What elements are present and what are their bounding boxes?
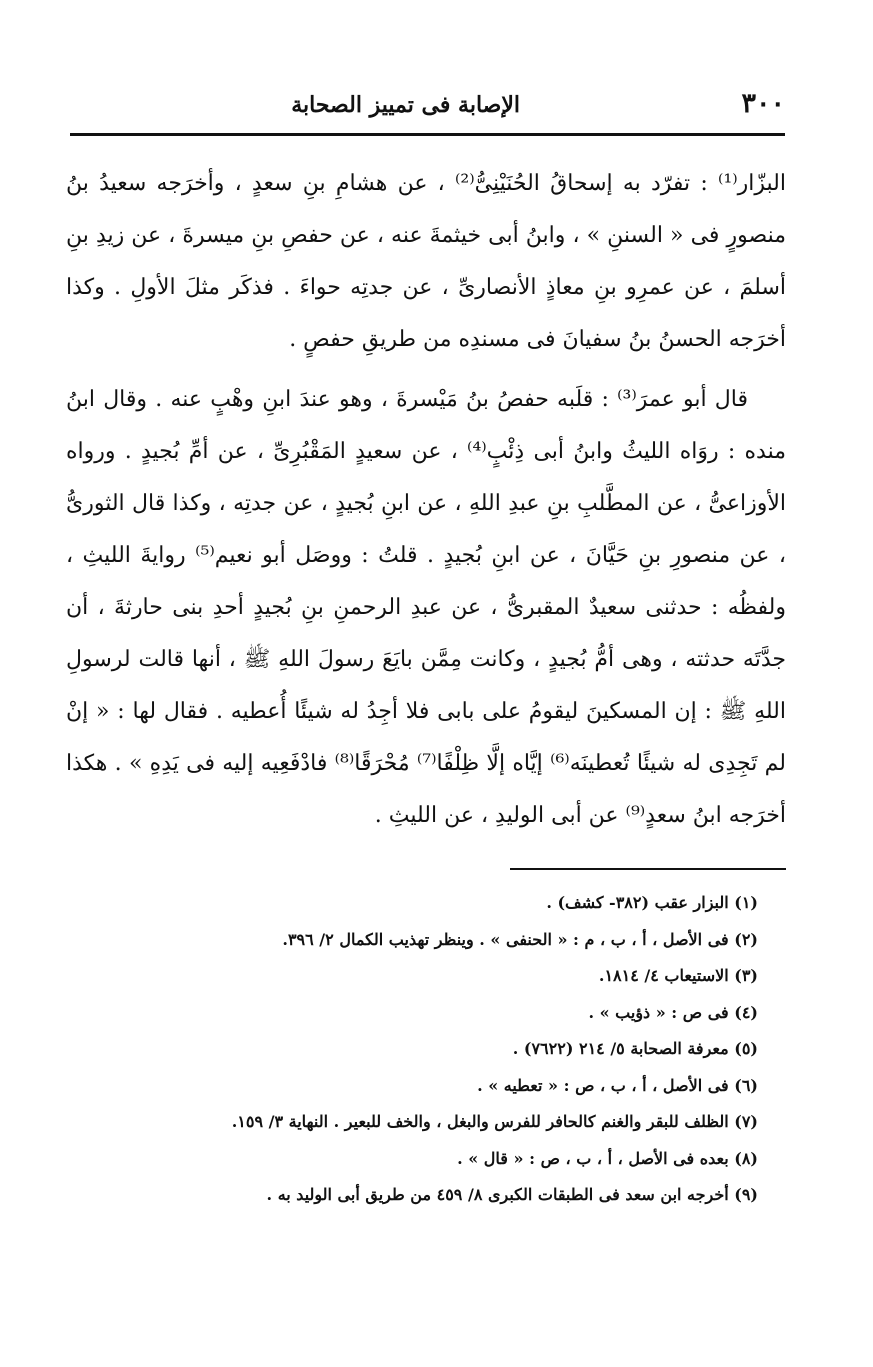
footnote-7: (٧) الظلف للبقر والغنم كالحافر للفرس والبغل ، والخف للبعير . النهاية ٣/ ١٥٩. (231, 1112, 758, 1131)
header-divider (70, 133, 785, 136)
footnotes-list (66, 885, 758, 1214)
footnote-4: (٤) فى ص : « ذؤيب » . (588, 1002, 758, 1022)
footnote-9: (٩) أخرجه ابن سعد فى الطبقات الكبرى ٨/ ٤٥٩ من طريق أبى الوليد به . (266, 1185, 758, 1204)
footnote-8: (٨) بعده فى الأصل ، أ ، ب ، ص : « قال » . (457, 1148, 758, 1168)
footnote-2: (٢) فى الأصل ، أ ، ب ، م : « الحنفى » . وينظر تهذيب الكمال ٢/ ٣٩٦. (282, 929, 758, 949)
footnote-3: (٣) الاستيعاب ٤/ ١٨١٤. (598, 966, 758, 985)
footnote-5: (٥) معرفة الصحابة ٥/ ٢١٤ (٧٦٢٢) . (512, 1039, 758, 1058)
paragraph-2: قال أبو عمرَ⁽³⁾ : قلَبه حفصُ بنُ مَيْسرةَ ، وهو عندَ ابنِ وهْبٍ عنه . وقال ابنُ منده : روَاه الليثُ وابنُ أبى ذِئْبٍ⁽⁴⁾ ، عن سعيدٍ المَقْبُرِىِّ ، عن أمِّ بُجيدٍ . ورواه الأوزاعىُّ ، عن المطَّلبِ بنِ عبدِ اللهِ ، عن ابنِ بُجيدٍ ، عن جدتِه ، وكذا قال الثورىُّ ، عن منصورِ بنِ حَيَّانَ ، عن ابنِ بُجيدٍ . قلتُ : ووصَل أبو نعيم⁽⁵⁾ روايةَ الليثِ ، ولفظُه : حدثنى سعيدٌ المقبرىُّ ، عن عبدِ الرحمنِ بنِ بُجيدٍ أحدِ بنى حارثةَ ، أن جدَّتَه حدثته ، وهى أمُّ بُجيدٍ ، وكانت مِمَّن بايَعَ رسولَ اللهِ ﷺ ، أنها قالت لرسولِ اللهِ ﷺ : إن المسكينَ ليقومُ على بابى فلا أجِدُ له شيئًا أُعطيه . فقال لها : « إنْ لم تَجِدِى له شيئًا تُعطينَه⁽⁶⁾ إيَّاه إلَّا ظِلْفًا⁽⁷⁾ مُحْرَقًا⁽⁸⁾ فادْفَعِيه إليه فى يَدِهِ » . هكذا أخرَجه ابنُ سعدٍ⁽⁹⁾ عن أبى الوليدِ ، عن الليثِ . (66, 387, 786, 828)
footnote-divider (510, 868, 786, 870)
page-number: ٣٠٠ (741, 88, 785, 119)
main-text (66, 158, 786, 842)
footnote-6: (٦) فى الأصل ، أ ، ب ، ص : « تعطيه » . (477, 1075, 758, 1095)
footnote-1: (١) البزار عقب (٣٨٢- كشف) . (546, 893, 758, 912)
running-title: الإصابة فى تمييز الصحابة (291, 92, 520, 118)
page-header (70, 86, 785, 126)
paragraph-1: البزّار⁽¹⁾ : تفرّد به إسحاقُ الحُنَيْنِىُّ⁽²⁾ ، عن هشامِ بنِ سعدٍ ، وأخرَجه سعيدُ بنُ منصورٍ فى « السننِ » ، وابنُ أبى خيثمةَ عنه ، عن حفصِ بنِ ميسرةَ ، عن زيدِ بنِ أسلمَ ، عن عمرِو بنِ معاذٍ الأنصارىِّ ، عن جدتِه حواءَ . فذكَر مثلَ الأولِ . وكذا أخرَجه الحسنُ بنُ سفيانَ فى مسندِه من طريقِ حفصٍ . (66, 171, 786, 352)
